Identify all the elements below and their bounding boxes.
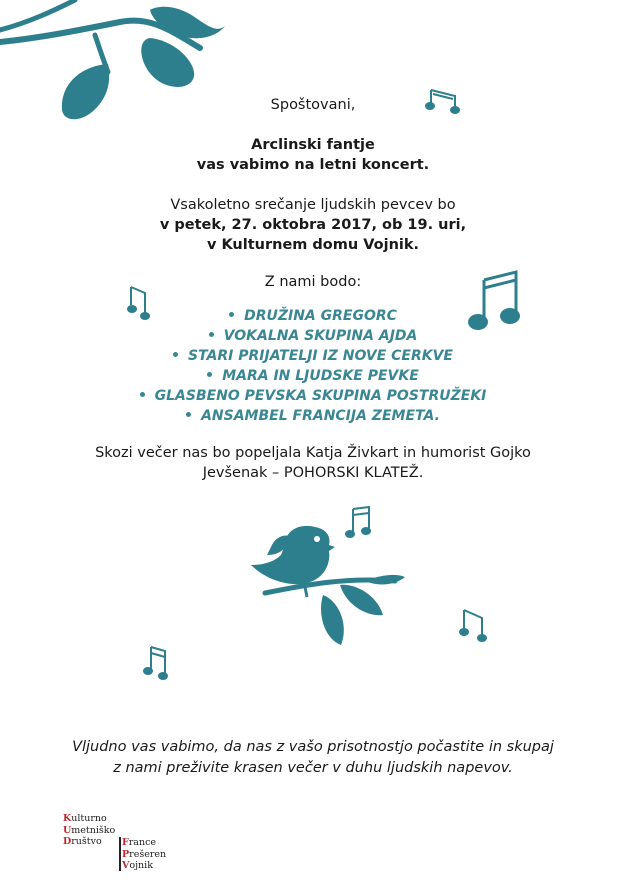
guests-list [0,306,626,426]
event-line-1: Vsakoletno srečanje ljudskih pevcev bo [170,197,456,213]
list-item: ANSAMBEL FRANCIJA ZEMETA. [0,406,626,426]
music-note-icon [345,505,375,541]
list-item: VOKALNA SKUPINA AJDA [0,326,626,346]
guests-heading: Z nami bodo: [264,274,362,290]
event-date: v petek, 27. oktobra 2017, ob 19. uri, [159,217,467,233]
hosts-line-2: Jevšenak – POHORSKI KLATEŽ. [202,465,424,481]
list-item: MARA IN LJUDSKE PEVKE [0,366,626,386]
list-item: DRUŽINA GREGORC [0,306,626,326]
closing-line-1: Vljudno vas vabimo, da nas z vašo prisotnostjo počastite in skupaj [72,738,554,755]
host-line-1: Arclinski fantje [251,137,375,153]
hosts-line-1: Skozi večer nas bo popeljala Katja Živkart in humorist Gojko [95,445,531,461]
list-item: STARI PRIJATELJI IZ NOVE CERKVE [0,346,626,366]
music-note-icon [141,643,171,683]
event-venue: v Kulturnem domu Vojnik. [206,237,420,253]
greeting: Spoštovani, [270,97,356,113]
list-item: GLASBENO PEVSKA SKUPINA POSTRUŽEKI [0,386,626,406]
bird-icon [245,515,405,655]
closing-line-2: z nami preživite krasen večer v duhu ljudskih napevov. [113,759,513,776]
host-line-2: vas vabimo na letni koncert. [196,157,430,173]
music-note-icon [458,608,490,644]
